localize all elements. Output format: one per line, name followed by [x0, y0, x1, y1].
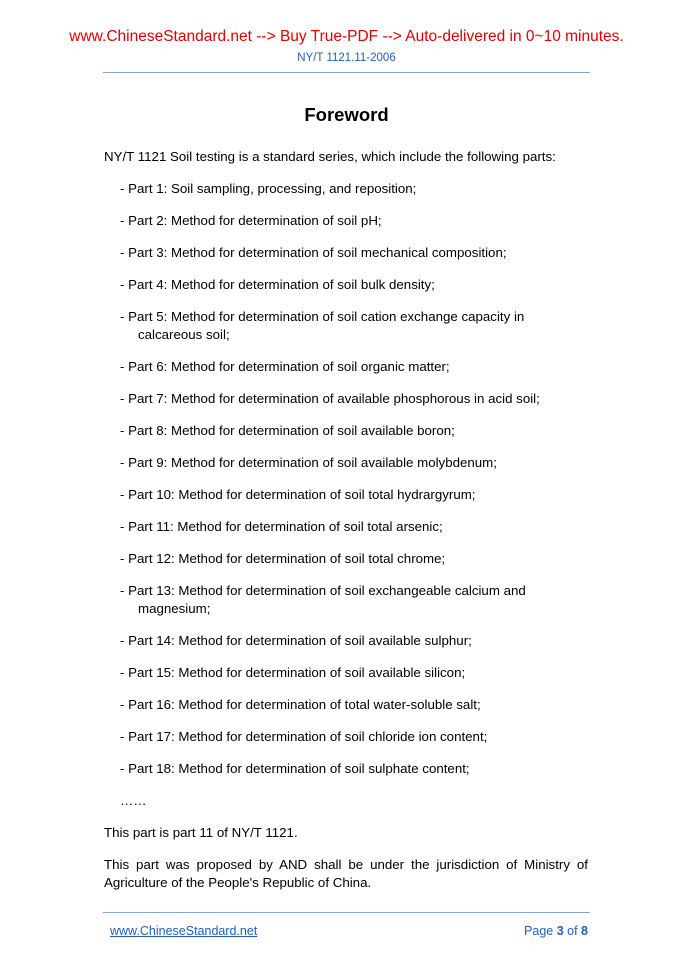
page-current: 3: [556, 924, 564, 938]
list-item-line: - Part 13: Method for determination of soil exchangeable calcium and: [120, 583, 526, 598]
page-indicator: [524, 924, 588, 939]
list-item: - Part 14: Method for determination of soil available sulphur;: [120, 633, 472, 648]
part-statement: This part is part 11 of NY/T 1121.: [104, 825, 298, 840]
list-item: - Part 15: Method for determination of soil available silicon;: [120, 665, 466, 680]
list-item: [120, 582, 588, 618]
jurisdiction-statement: This part was proposed by AND shall be under the jurisdiction of Ministry of Agriculture of the People's Republic of China.: [104, 857, 588, 890]
page-separator: of: [563, 924, 582, 938]
promo-banner[interactable]: www.ChineseStandard.net --> Buy True-PDF --> Auto-delivered in 0~10 minutes.: [69, 28, 624, 45]
footer-website-link[interactable]: www.ChineseStandard.net: [110, 924, 258, 938]
document-id: NY/T 1121.11-2006: [297, 52, 396, 64]
list-item: - Part 9: Method for determination of soil available molybdenum;: [120, 455, 497, 470]
list-item: - Part 12: Method for determination of soil total chrome;: [120, 551, 446, 566]
list-item: - Part 17: Method for determination of soil chloride ion content;: [120, 729, 488, 744]
intro-paragraph: NY/T 1121 Soil testing is a standard series, which include the following parts:: [104, 149, 556, 164]
list-item: - Part 1: Soil sampling, processing, and reposition;: [120, 181, 417, 196]
page-total: 8: [581, 924, 588, 938]
header-divider: [103, 72, 590, 73]
list-item-continuation: calcareous soil;: [138, 327, 230, 342]
list-item: [120, 308, 588, 344]
list-item-continuation: magnesium;: [138, 601, 211, 616]
list-item: - Part 8: Method for determination of soil available boron;: [120, 423, 455, 438]
list-item: - Part 3: Method for determination of soil mechanical composition;: [120, 245, 507, 260]
list-ellipsis: ……: [120, 793, 147, 808]
page-prefix: Page: [524, 924, 557, 938]
list-item: - Part 2: Method for determination of soil pH;: [120, 213, 382, 228]
list-item: - Part 11: Method for determination of soil total arsenic;: [120, 519, 443, 534]
list-item-line: - Part 5: Method for determination of soil cation exchange capacity in: [120, 309, 525, 324]
list-item: - Part 7: Method for determination of available phosphorous in acid soil;: [120, 391, 540, 406]
list-item: - Part 16: Method for determination of total water-soluble salt;: [120, 697, 481, 712]
list-item: - Part 4: Method for determination of soil bulk density;: [120, 277, 435, 292]
footer-divider: [103, 912, 590, 913]
list-item: - Part 6: Method for determination of soil organic matter;: [120, 359, 450, 374]
page-title: Foreword: [304, 104, 389, 125]
list-item: - Part 18: Method for determination of soil sulphate content;: [120, 761, 470, 776]
list-item: - Part 10: Method for determination of soil total hydrargyrum;: [120, 487, 476, 502]
